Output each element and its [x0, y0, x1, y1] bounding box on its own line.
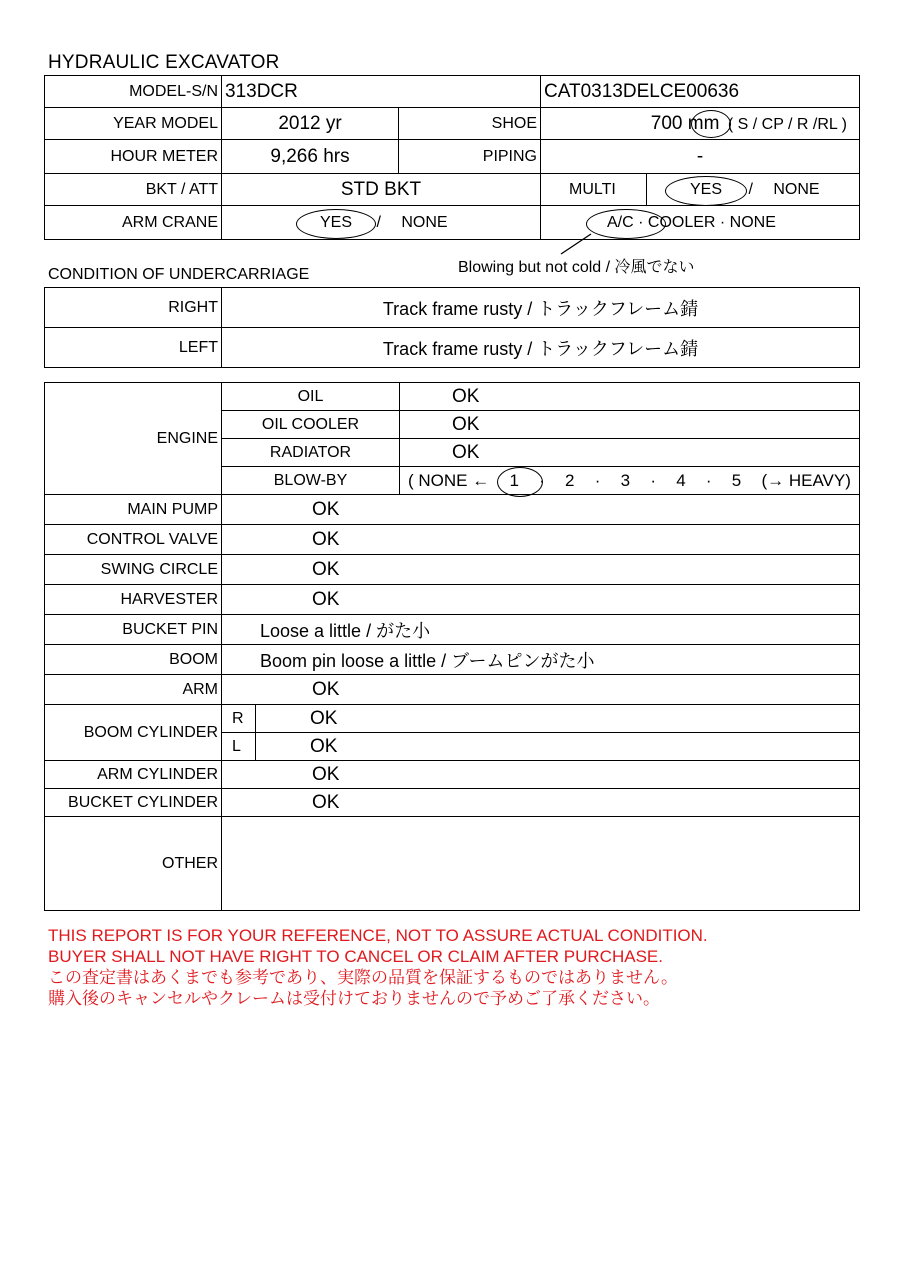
- engine-blowby-scale: [400, 467, 860, 495]
- bucket-pin-label: BUCKET PIN: [45, 615, 222, 645]
- harvester-label: HARVESTER: [45, 585, 222, 615]
- ac-note: Blowing but not cold / 冷風でない: [458, 259, 695, 276]
- header-table: [44, 75, 860, 240]
- other-label: OTHER: [45, 817, 222, 911]
- multi-yes: YES: [690, 180, 723, 198]
- engine-radiator-value: OK: [400, 439, 860, 467]
- armcrane-options: [222, 206, 541, 240]
- armcrane-label: ARM CRANE: [45, 206, 222, 240]
- blowby-1: 1: [509, 470, 519, 490]
- arm-cylinder-value: OK: [222, 761, 860, 789]
- bkt-value: STD BKT: [222, 174, 541, 206]
- serial-value: CAT0313DELCE00636: [541, 76, 860, 108]
- control-valve-label: CONTROL VALVE: [45, 525, 222, 555]
- year-value: 2012 yr: [222, 108, 399, 140]
- uc-right-value: Track frame rusty / トラックフレーム錆: [222, 288, 860, 328]
- blowby-5: 5: [731, 470, 742, 490]
- shoe-label: SHOE: [399, 108, 541, 140]
- undercarriage-title: CONDITION OF UNDERCARRIAGE: [48, 266, 310, 283]
- engine-radiator-label: RADIATOR: [222, 439, 400, 467]
- shoe-s-circle: [691, 110, 731, 138]
- piping-label: PIPING: [399, 140, 541, 174]
- bucket-cylinder-value: OK: [222, 789, 860, 817]
- main-pump-label: MAIN PUMP: [45, 495, 222, 525]
- ac-options: A/C · COOLER · NONE: [541, 206, 860, 240]
- engine-cooler-label: OIL COOLER: [222, 411, 400, 439]
- multi-slash: /: [748, 180, 753, 198]
- engine-blowby-label: BLOW-BY: [222, 467, 400, 495]
- year-label: YEAR MODEL: [45, 108, 222, 140]
- boom-cylinder-r-label: R: [222, 705, 256, 733]
- armcrane-none: NONE: [401, 213, 448, 231]
- multi-yes-circle: [665, 176, 747, 206]
- undercarriage-table: [44, 287, 860, 368]
- boom-value: Boom pin loose a little / ブームピンがた小: [222, 645, 860, 675]
- uc-left-label: LEFT: [45, 328, 222, 368]
- inspection-table: [44, 382, 860, 911]
- blowby-none: ( NONE ←: [408, 470, 490, 490]
- armcrane-yes: YES: [320, 213, 353, 231]
- model-label: MODEL-S/N: [45, 76, 222, 108]
- shoe-value: 700 mm: [650, 112, 720, 134]
- blowby-dot: ·: [705, 470, 712, 490]
- disclaimer-line-2: BUYER SHALL NOT HAVE RIGHT TO CANCEL OR CLAIM AFTER PURCHASE.: [48, 947, 663, 966]
- main-pump-value: OK: [222, 495, 860, 525]
- engine-oil-value: OK: [400, 383, 860, 411]
- multi-none: NONE: [773, 180, 820, 198]
- other-value: [222, 817, 860, 911]
- uc-left-value: Track frame rusty / トラックフレーム錆: [222, 328, 860, 368]
- armcrane-slash: /: [376, 213, 381, 231]
- hour-label: HOUR METER: [45, 140, 222, 174]
- bucket-pin-value: Loose a little / がた小: [222, 615, 860, 645]
- ac-circle: [586, 209, 666, 239]
- bucket-cylinder-label: BUCKET CYLINDER: [45, 789, 222, 817]
- blowby-dot: ·: [539, 470, 545, 490]
- arm-label: ARM: [45, 675, 222, 705]
- swing-circle-label: SWING CIRCLE: [45, 555, 222, 585]
- boom-cylinder-label: BOOM CYLINDER: [45, 705, 222, 761]
- disclaimer-line-1: THIS REPORT IS FOR YOUR REFERENCE, NOT TO ASSURE ACTUAL CONDITION.: [48, 926, 708, 945]
- arm-value: OK: [222, 675, 860, 705]
- engine-cooler-value: OK: [400, 411, 860, 439]
- piping-value: -: [541, 140, 860, 174]
- disclaimer-line-4: 購入後のキャンセルやクレームは受付けておりませんので予めご了承ください。: [48, 989, 660, 1008]
- bkt-label: BKT / ATT: [45, 174, 222, 206]
- engine-label: ENGINE: [45, 383, 222, 495]
- blowby-4: 4: [676, 470, 686, 490]
- disclaimer-line-3: この査定書はあくまでも参考であり、実際の品質を保証するものではありません。: [48, 968, 679, 987]
- harvester-value: OK: [222, 585, 860, 615]
- hour-value: 9,266 hrs: [222, 140, 399, 174]
- arm-cylinder-label: ARM CYLINDER: [45, 761, 222, 789]
- multi-label: MULTI: [541, 174, 647, 206]
- blowby-dot: ·: [594, 470, 601, 490]
- boom-cylinder-l-label: L: [222, 733, 256, 761]
- page-title: HYDRAULIC EXCAVATOR: [48, 52, 280, 73]
- boom-label: BOOM: [45, 645, 222, 675]
- blowby-dot: ·: [650, 470, 656, 490]
- swing-circle-value: OK: [222, 555, 860, 585]
- boom-cylinder-l-value: OK: [256, 733, 860, 761]
- model-value: 313DCR: [222, 76, 541, 108]
- blowby-2: 2: [565, 470, 575, 490]
- shoe-options: ( S / CP / R /RL ): [727, 115, 848, 133]
- uc-right-label: RIGHT: [45, 288, 222, 328]
- control-valve-value: OK: [222, 525, 860, 555]
- boom-cylinder-r-value: OK: [256, 705, 860, 733]
- blowby-3: 3: [620, 470, 631, 490]
- engine-oil-label: OIL: [222, 383, 400, 411]
- armcrane-yes-circle: [296, 209, 376, 239]
- blowby-1-circle: [497, 467, 543, 497]
- blowby-heavy: (→ HEAVY): [761, 470, 851, 490]
